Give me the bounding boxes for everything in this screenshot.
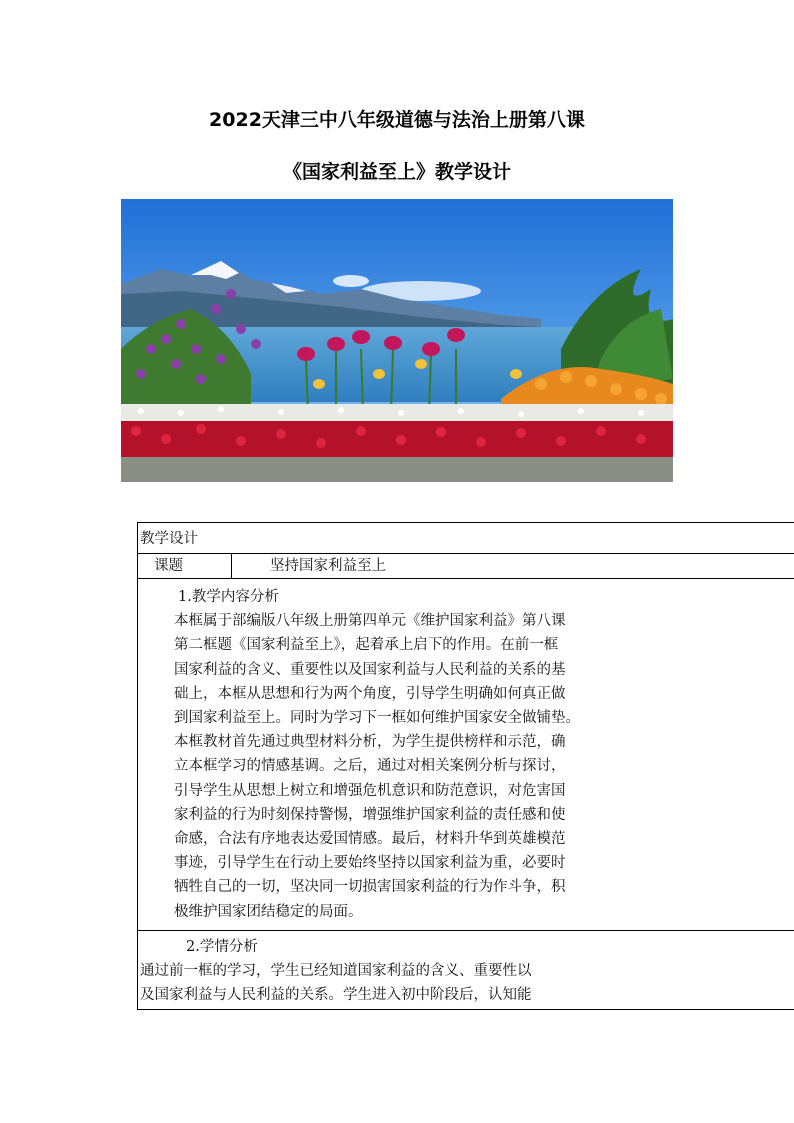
learner-analysis-heading: 2.学情分析 (186, 938, 258, 955)
learner-line: 及国家利益与人民利益的关系。学生进入初中阶段后，认知能 (140, 986, 532, 1003)
topic-row (138, 554, 794, 579)
content-analysis-heading: 1.教学内容分析 (178, 589, 279, 605)
topic-value: 坚持国家利益至上 (270, 558, 386, 574)
content-analysis-cell (138, 579, 794, 931)
content-line: 本框属于部编版八年级上册第四单元《维护国家利益》第八课 (174, 613, 566, 630)
content-line: 引导学生从思想上树立和增强危机意识和防范意识，对危害国 (174, 782, 566, 799)
table-header-row (138, 523, 794, 554)
learner-line: 通过前一框的学习，学生已经知道国家利益的含义、重要性以 (140, 962, 532, 979)
document-title-line-1: 2022天津三中八年级道德与法治上册第八课 (209, 109, 585, 131)
document-title-line-2: 《国家利益至上》教学设计 (282, 161, 511, 183)
lake-flowers-photo (121, 199, 673, 482)
learner-analysis-cell (138, 931, 794, 1009)
content-line: 到国家利益至上。同时为学习下一框如何维护国家安全做铺垫。 (174, 710, 580, 727)
content-line: 立本框学习的情感基调。之后，通过对相关案例分析与探讨， (174, 758, 566, 775)
teaching-design-table (137, 522, 794, 1010)
content-line: 命感，合法有序地表达爱国情感。最后，材料升华到英雄模范 (174, 831, 566, 848)
content-line: 牺牲自己的一切，坚决同一切损害国家利益的行为作斗争，积 (174, 879, 566, 896)
content-line: 家利益的行为时刻保持警惕，增强维护国家利益的责任感和使 (174, 806, 566, 823)
topic-label: 课题 (138, 554, 232, 578)
content-line: 础上，本框从思想和行为两个角度，引导学生明确如何真正做 (174, 685, 566, 702)
content-line: 极维护国家团结稳定的局面。 (174, 903, 363, 920)
content-line: 事迹，引导学生在行动上要始终坚持以国家利益为重，必要时 (174, 855, 566, 872)
content-line: 第二框题《国家利益至上》，起着承上启下的作用。在前一框 (174, 637, 559, 654)
content-line: 本框教材首先通过典型材料分析，为学生提供榜样和示范，确 (174, 734, 566, 751)
content-line: 国家利益的含义、重要性以及国家利益与人民利益的关系的基 (174, 661, 566, 678)
table-header: 教学设计 (140, 531, 198, 547)
